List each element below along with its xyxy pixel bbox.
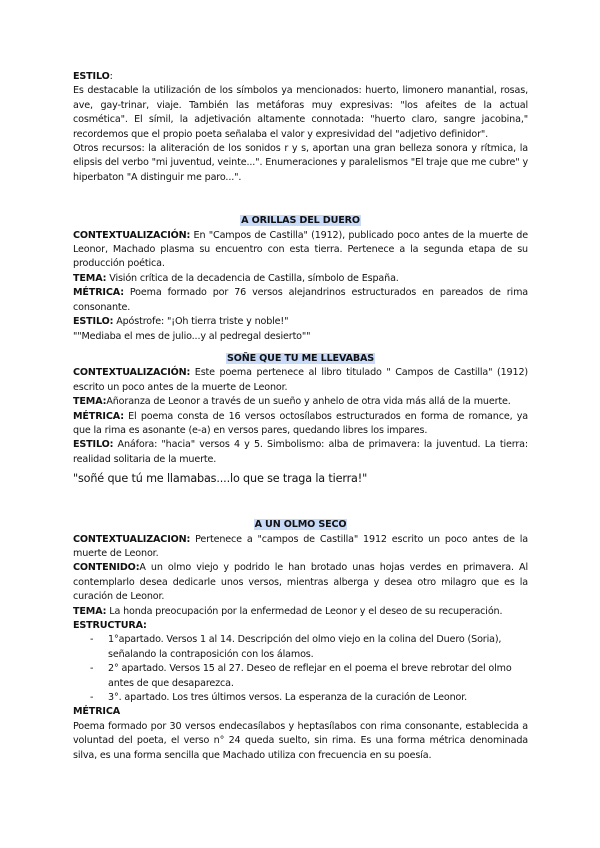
sone-estilo — [73, 438, 528, 467]
olmo-contenido-label: CONTENIDO: — [73, 562, 140, 574]
orillas-estilo-text: Apóstrofe: "¡Oh tierra triste y noble!" — [113, 316, 289, 328]
sone-metrica — [73, 410, 528, 439]
sone-metrica-text: El poema consta de 16 versos octosílabos estructurados en forma de romance, ya que la rima es asonante (e-a) en versos pares, quedando libres los impares. — [73, 410, 528, 436]
orillas-ctx-text: En "Campos de Castilla" (1912), publicado poco antes de la muerte de Leonor, Machado plasma su encuentro con esta tierra. Pertenece a la segunda etapa de su producción poética. — [73, 229, 528, 270]
olmo-ctx-label: CONTEXTUALIZACION: — [73, 533, 191, 545]
olmo-ctx-text: Pertenece a "campos de Castilla" 1912 escrito un poco antes de la muerte de Leonor. — [73, 533, 528, 559]
sone-contextualizacion — [73, 366, 528, 395]
section-spacer — [73, 487, 528, 518]
orillas-tema — [73, 272, 528, 286]
section-spacer — [73, 344, 528, 352]
section-title-orillas — [73, 214, 528, 228]
olmo-estructura-label: ESTRUCTURA: — [73, 620, 147, 631]
section-title-sone-text: SOÑE QUE TU ME LLEVABAS — [226, 352, 375, 364]
sone-metrica-label: MÉTRICA: — [73, 410, 124, 422]
list-item: - 2° apartado. Versos 15 al 27. Deseo de reflejar en el poema el breve rebrotar del olmo antes de que desaparezca. — [73, 662, 528, 691]
olmo-tema — [73, 605, 528, 619]
estilo-heading — [73, 70, 528, 84]
olmo-contextualizacion — [73, 533, 528, 562]
orillas-metrica-label: MÉTRICA: — [73, 287, 124, 299]
sone-estilo-text: Anáfora: "hacia" versos 4 y 5. Simbolismo: alba de primavera: la juventud. La tierra: realidad solitaria de la muerte. — [73, 439, 528, 465]
section-spacer — [73, 185, 528, 214]
sone-ctx-text: Este poema pertenece al libro titulado " Campos de Castilla" (1912) escrito un poco antes de la muerte de Leonor. — [73, 367, 528, 393]
sone-tema-text: Añoranza de Leonor a través de un sueño y anhelo de otra vida más allá de la muerte. — [106, 396, 511, 408]
olmo-estructura-list — [73, 633, 528, 705]
orillas-estilo-label: ESTILO: — [73, 316, 114, 328]
olmo-metrica-label: MÉTRICA — [73, 706, 121, 718]
sone-estilo-label: ESTILO: — [73, 439, 114, 451]
orillas-quote: ""Mediaba el mes de julio...y al pedregal desierto"" — [73, 330, 311, 342]
estilo-paragraph-2: Otros recursos: la aliteración de los sonidos r y s, aportan una gran belleza sonora y rítmica, la elipsis del verbo "mi juventud, veinte...". Enumeraciones y paralelismos "El traje que me cubre" y hiperbaton "A distinguir me paro...". — [73, 143, 528, 183]
sone-tema-label: TEMA: — [73, 396, 107, 408]
estilo-heading-colon: : — [109, 71, 113, 82]
olmo-tema-label: TEMA: — [73, 605, 107, 617]
estilo-heading-label: ESTILO — [73, 71, 110, 82]
orillas-metrica — [73, 286, 528, 315]
olmo-contenido — [73, 561, 528, 604]
sone-ctx-label: CONTEXTUALIZACIÓN: — [73, 367, 191, 379]
orillas-ctx-label: CONTEXTUALIZACIÓN: — [73, 229, 191, 241]
olmo-metrica-text: Poema formado por 30 versos endecasílabos y heptasílabos con rima consonante, establecida a voluntad del poeta, el verso n° 24 queda suelto, sin rima. Es una forma métrica denominada silva, es una forma sencilla que Machado utiliza con frecuencia en su poesía. — [73, 720, 528, 761]
section-title-sone — [73, 352, 528, 366]
orillas-tema-label: TEMA: — [73, 272, 107, 284]
estilo-paragraph-1: Es destacable la utilización de los símbolos ya mencionados: huerto, limonero manantial, rosas, ave, gay-trinar, viaje. También las metáforas muy expresivas: "los afeites de la actual cosmética". El símil, la adjetivación altamente connotada: "huerto claro, sangre jacobina," recordemos que el propio poeta señalaba el valor y expresividad del "adjetivo definidor". — [73, 85, 528, 140]
section-title-olmo-text: A UN OLMO SECO — [254, 519, 347, 531]
section-title-orillas-text: A ORILLAS DEL DUERO — [241, 215, 360, 227]
orillas-metrica-text: Poema formado por 76 versos alejandrinos estructurados en pareados de rima consonante. — [73, 287, 528, 313]
olmo-tema-text: La honda preocupación por la enfermedad de Leonor y el deseo de su recuperación. — [106, 605, 503, 617]
sone-tema — [73, 395, 528, 409]
document-body — [73, 70, 528, 763]
section-title-olmo — [73, 518, 528, 532]
orillas-estilo — [73, 315, 528, 329]
list-item: - 1°apartado. Versos 1 al 14. Descripción del olmo viejo en la colina del Duero (Soria), señalando la contraposición con los álamos. — [73, 633, 528, 662]
orillas-tema-text: Visión crítica de la decadencia de Castilla, símbolo de España. — [106, 272, 399, 284]
orillas-contextualizacion — [73, 229, 528, 272]
olmo-contenido-text: A un olmo viejo y podrido le han brotado unas hojas verdes en primavera. Al contemplarlo desea dedicarle unos versos, mientras alberga y desea otro milagro que es la curación de Leonor. — [73, 562, 528, 603]
sone-quote: "soñé que tú me llamabas....lo que se traga la tierra!" — [73, 472, 368, 486]
list-item: - 3°. apartado. Los tres últimos versos. La esperanza de la curación de Leonor. — [73, 691, 528, 705]
